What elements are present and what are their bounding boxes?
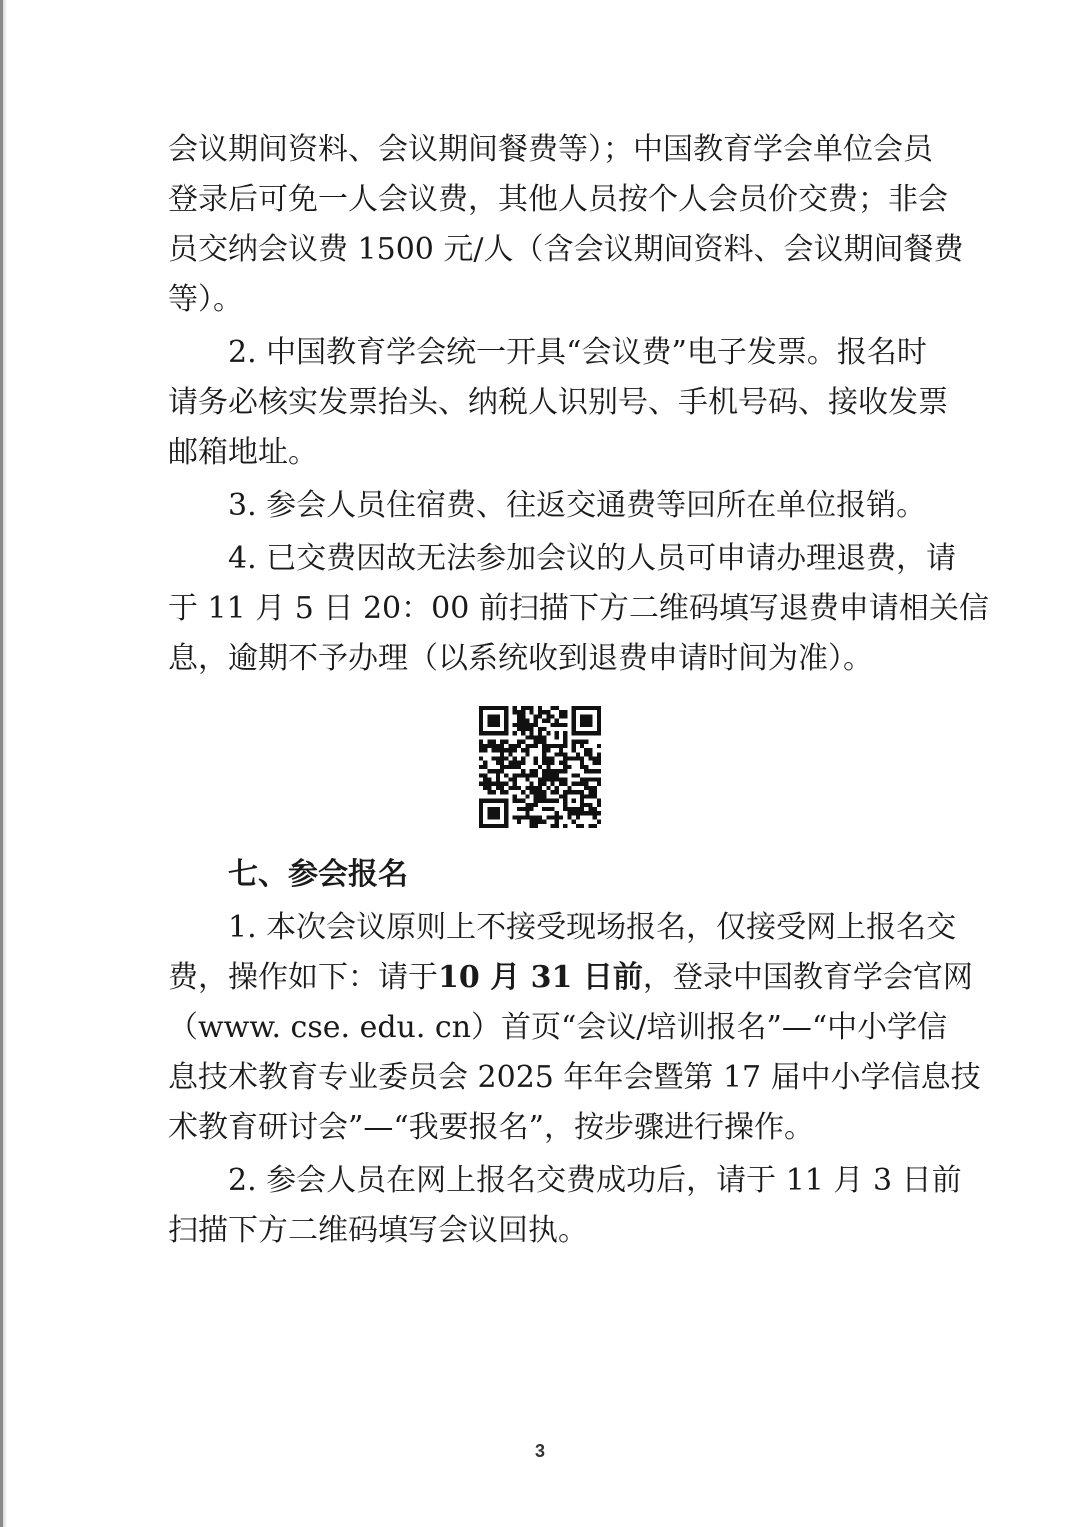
paragraph-line: 于 11 月 5 日 20：00 前扫描下方二维码填写退费申请相关信 bbox=[168, 591, 989, 626]
paragraph-line: 息，逾期不予办理（以系统收到退费申请时间为准）。 bbox=[168, 641, 873, 676]
paragraph-line bbox=[168, 958, 973, 998]
paragraph-line: 术教育研讨会”—“我要报名”，按步骤进行操作。 bbox=[168, 1110, 815, 1145]
qr-code-icon bbox=[479, 706, 601, 828]
paragraph-line: 等）。 bbox=[168, 282, 243, 317]
page-number: 3 bbox=[534, 1441, 545, 1461]
paragraph-line: 3. 参会人员住宿费、往返交通费等回所在单位报销。 bbox=[228, 488, 927, 523]
paragraph-line: 1. 本次会议原则上不接受现场报名，仅接受网上报名交 bbox=[228, 910, 957, 945]
paragraph-line: 邮箱地址。 bbox=[168, 435, 318, 470]
paragraph-line: 员交纳会议费 1500 元/人（含会议期间资料、会议期间餐费 bbox=[168, 232, 964, 267]
refund-qr-code[interactable] bbox=[479, 706, 601, 828]
paragraph-line: 2. 中国教育学会统一开具“会议费”电子发票。报名时 bbox=[228, 335, 927, 370]
paragraph-line: （www. cse. edu. cn）首页“会议/培训报名”—“中小学信 bbox=[168, 1010, 948, 1045]
paragraph-line: 4. 已交费因故无法参加会议的人员可申请办理退费，请 bbox=[228, 541, 957, 576]
paragraph-line: 会议期间资料、会议期间餐费等）；中国教育学会单位会员 bbox=[168, 132, 933, 167]
paragraph-line: 请务必核实发票抬头、纳税人识别号、手机号码、接收发票 bbox=[168, 385, 948, 420]
paragraph-line: 2. 参会人员在网上报名交费成功后，请于 11 月 3 日前 bbox=[228, 1163, 962, 1198]
paragraph-line: 息技术教育专业委员会 2025 年年会暨第 17 届中小学信息技 bbox=[168, 1060, 981, 1095]
deadline-emphasis: 10 月 31 日前 bbox=[438, 960, 643, 995]
text-span: ，登录中国教育学会官网 bbox=[642, 960, 973, 995]
paragraph-line: 扫描下方二维码填写会议回执。 bbox=[168, 1213, 588, 1248]
section-heading: 七、参会报名 bbox=[228, 857, 408, 892]
scan-edge-shadow bbox=[3, 0, 7, 1527]
paragraph-line: 登录后可免一人会议费，其他人员按个人会员价交费；非会 bbox=[168, 182, 948, 217]
text-span: 费，操作如下：请于 bbox=[168, 960, 438, 995]
